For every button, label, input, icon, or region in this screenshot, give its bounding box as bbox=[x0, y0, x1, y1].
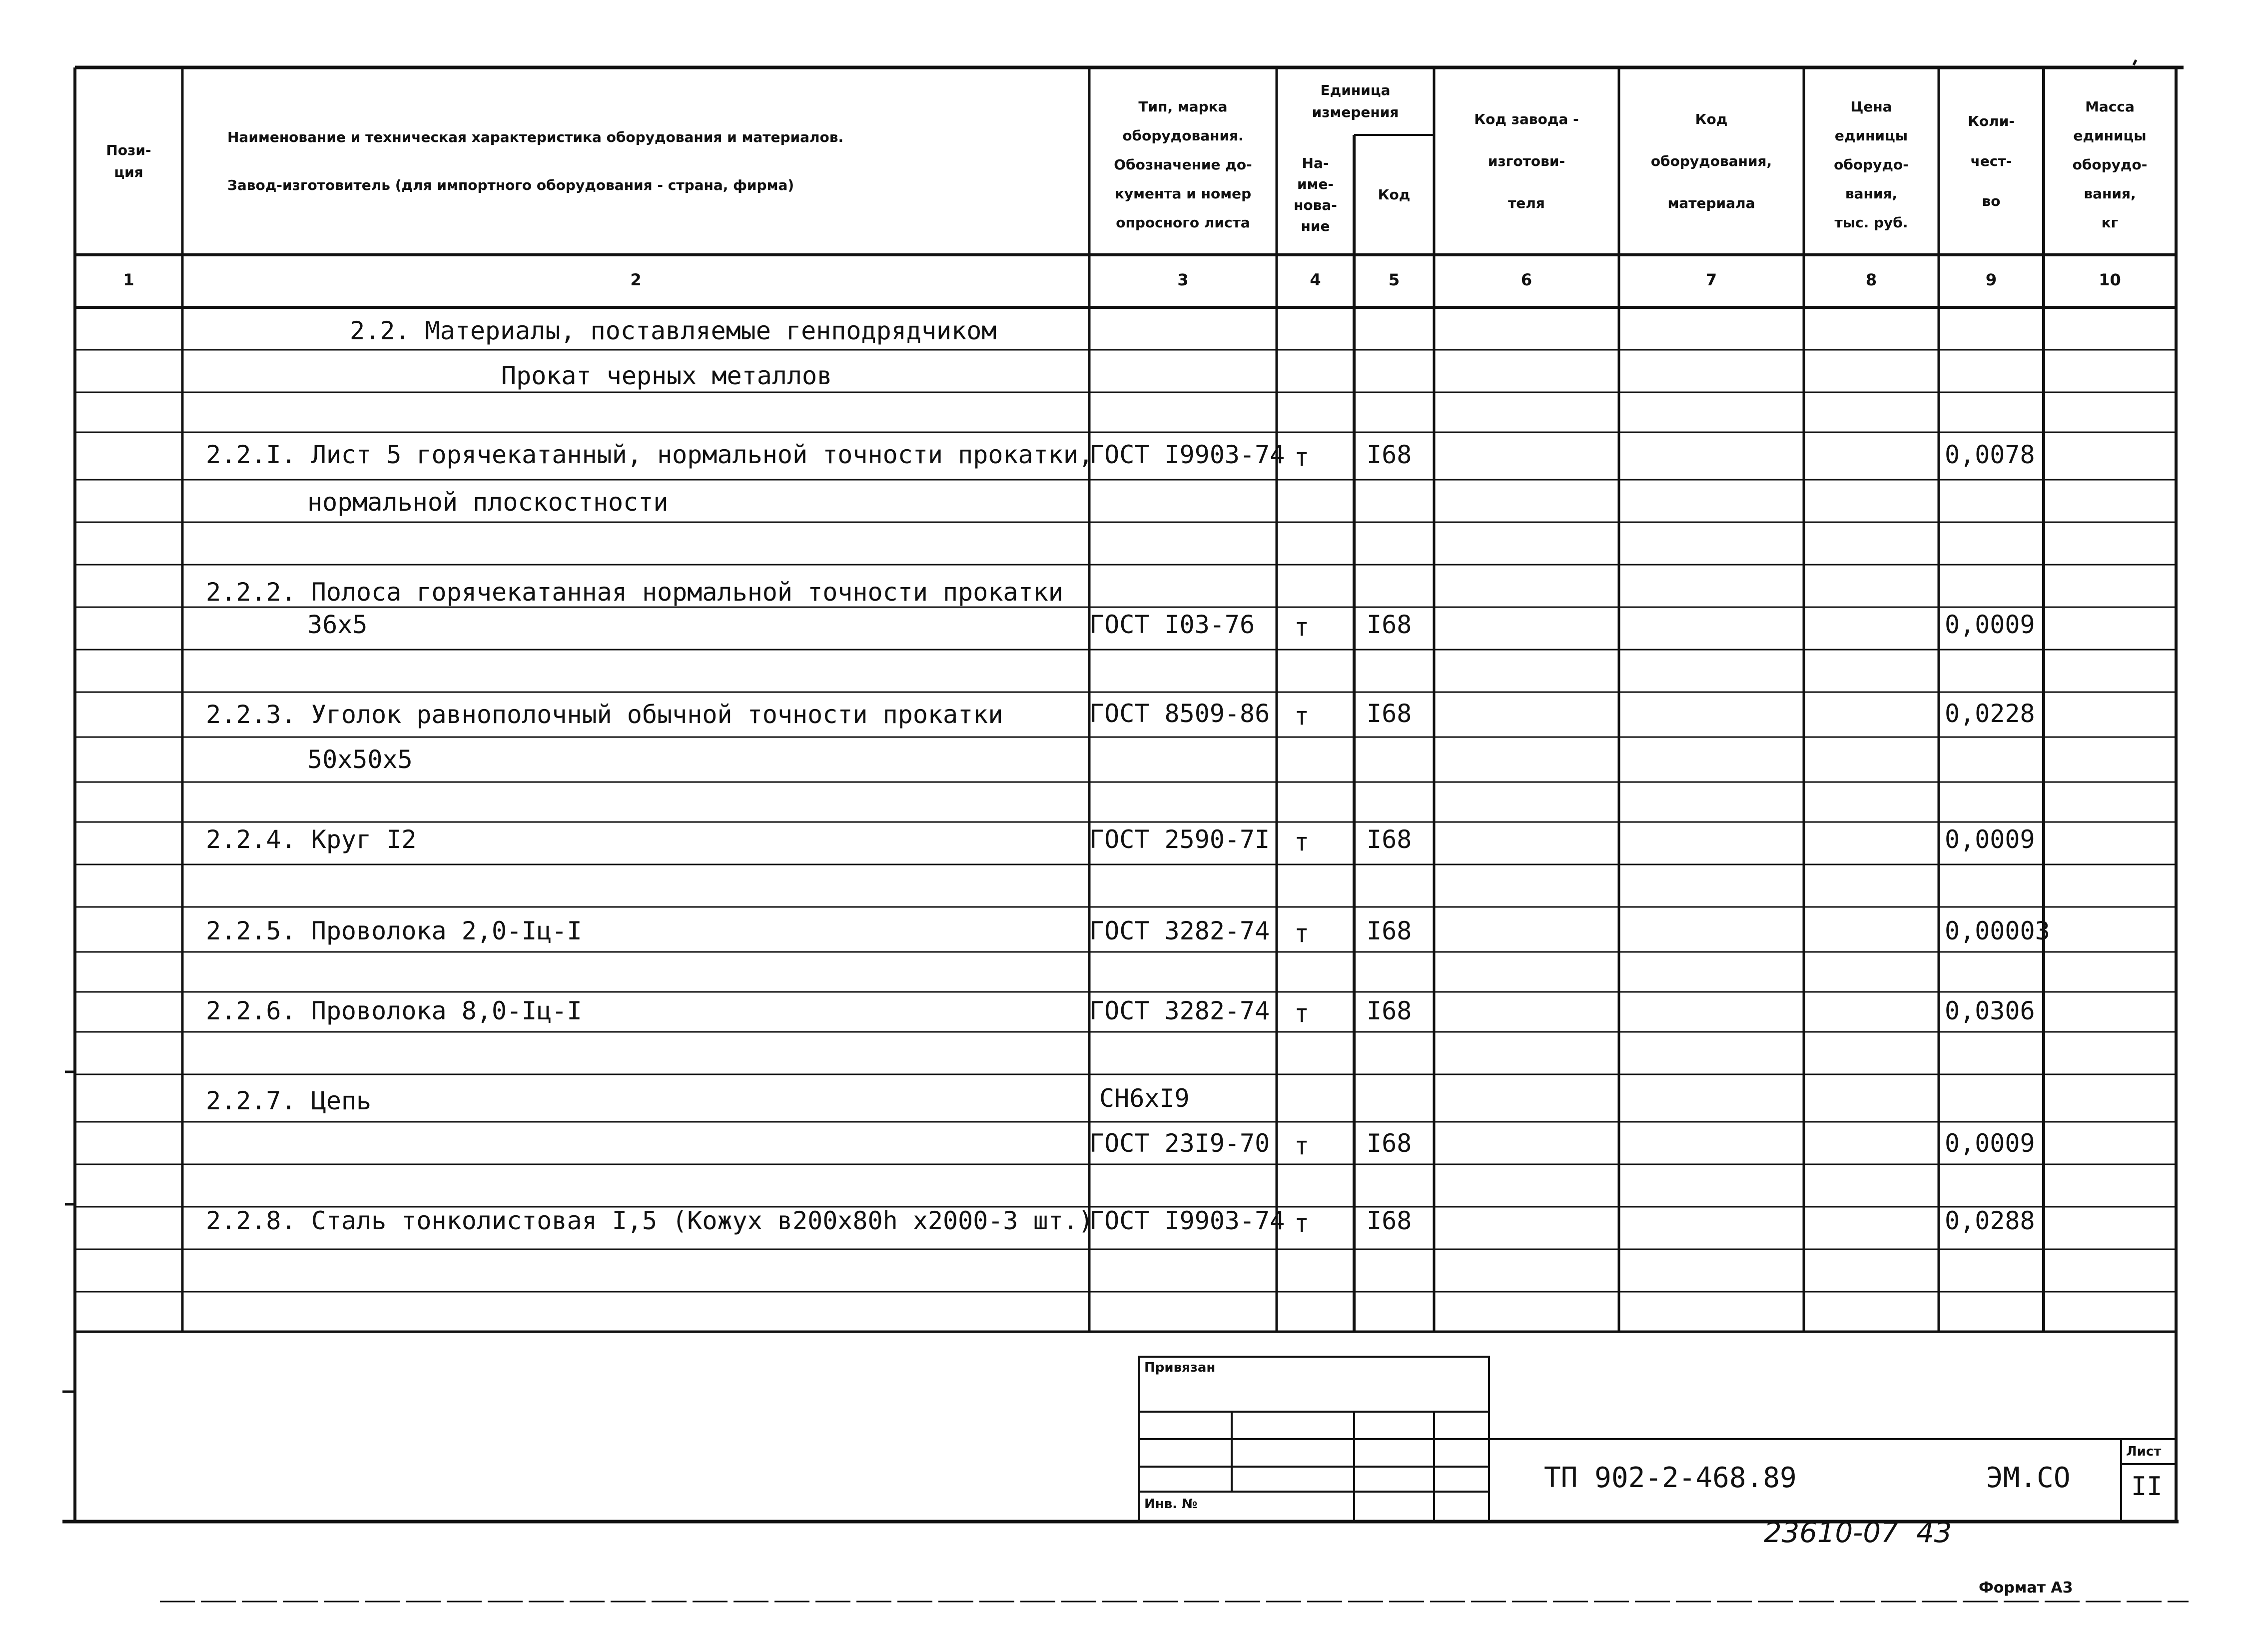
item-unit: т bbox=[1294, 443, 1310, 472]
header-unit-name: На- име- нова- ние bbox=[1294, 155, 1337, 234]
sheet-number: II bbox=[2131, 1472, 2163, 1502]
item-description-cont: 36х5 bbox=[307, 610, 368, 639]
format-label: Формат А3 bbox=[1979, 1579, 2073, 1597]
item-quantity: 0,0009 bbox=[1945, 1129, 2035, 1158]
item-description-cont: нормальной плоскостности bbox=[307, 488, 669, 517]
archive-page: 43 bbox=[1916, 1517, 1952, 1549]
item-description: 2.2.I. Лист 5 горячекатанный, нормальной точности прокатки, bbox=[206, 440, 1094, 469]
item-code: I68 bbox=[1367, 1129, 1412, 1158]
item-gost: ГОСТ 3282-74 bbox=[1089, 916, 1270, 945]
item-gost: ГОСТ I9903-74 bbox=[1089, 440, 1285, 469]
column-number: 1 bbox=[123, 270, 134, 289]
item-description-cont: 50х50х5 bbox=[307, 745, 413, 774]
item-gost: ГОСТ I03-76 bbox=[1089, 610, 1255, 639]
item-gost: ГОСТ 2590-7I bbox=[1089, 825, 1270, 854]
item-description: 2.2.2. Полоса горячекатанная нормальной точности прокатки bbox=[206, 578, 1063, 607]
header-manufacturer-code: Код завода - изготови- теля bbox=[1474, 110, 1579, 211]
item-description: 2.2.6. Проволока 8,0-Iц-I bbox=[206, 996, 582, 1025]
column-number: 2 bbox=[630, 270, 642, 289]
item-quantity: 0,00003 bbox=[1945, 916, 2050, 945]
header-quantity: Коли- чест- во bbox=[1968, 112, 2015, 209]
column-number: 4 bbox=[1310, 270, 1321, 289]
column-number: 6 bbox=[1520, 270, 1532, 289]
item-unit: т bbox=[1294, 999, 1310, 1028]
item-description: 2.2.3. Уголок равнополочный обычной точности прокатки bbox=[206, 700, 1003, 729]
header-unit-mass: Масса единицы оборудо- вания, кг bbox=[2072, 98, 2148, 231]
document-number: ТП 902-2-468.89 bbox=[1544, 1462, 1797, 1494]
item-description: 2.2.7. Цепь bbox=[206, 1086, 372, 1115]
header-unit-code: Код bbox=[1378, 186, 1411, 203]
item-code: I68 bbox=[1367, 825, 1412, 854]
item-unit: т bbox=[1294, 702, 1310, 731]
item-gost: ГОСТ 23I9-70 bbox=[1089, 1129, 1270, 1158]
column-number: 3 bbox=[1177, 270, 1189, 289]
item-code: I68 bbox=[1367, 996, 1412, 1025]
item-code: I68 bbox=[1367, 610, 1412, 639]
item-code: I68 bbox=[1367, 440, 1412, 469]
item-quantity: 0,0078 bbox=[1945, 440, 2035, 469]
item-unit: т bbox=[1294, 613, 1310, 642]
column-number: 9 bbox=[1985, 270, 1997, 289]
item-description: 2.2.8. Сталь тонколистовая I,5 (Кожух в200х80h х2000-3 шт.) bbox=[206, 1206, 1094, 1235]
document-suffix: ЭМ.СО bbox=[1986, 1462, 2071, 1494]
item-quantity: 0,0228 bbox=[1945, 699, 2035, 728]
column-number: 8 bbox=[1865, 270, 1877, 289]
item-gost: ГОСТ I9903-74 bbox=[1089, 1206, 1285, 1235]
item-quantity: 0,0009 bbox=[1945, 825, 2035, 854]
header-type-mark: Тип, марка оборудования. Обозначение до- кумента и номер опросного листа bbox=[1114, 98, 1252, 231]
item-unit: т bbox=[1294, 1131, 1310, 1160]
header-position: Пози- ция bbox=[106, 141, 151, 180]
stamp-inventory-label: Инв. № bbox=[1144, 1497, 1198, 1512]
item-description: 2.2.5. Проволока 2,0-Iц-I bbox=[206, 916, 582, 945]
item-quantity: 0,0306 bbox=[1945, 996, 2035, 1025]
column-number: 10 bbox=[2099, 270, 2121, 289]
item-unit: т bbox=[1294, 919, 1310, 948]
section-title: 2.2. Материалы, поставляемые генподрядчиком bbox=[350, 316, 997, 345]
item-code: I68 bbox=[1367, 1206, 1412, 1235]
stamp-bound-label: Привязан bbox=[1144, 1360, 1216, 1375]
item-code: I68 bbox=[1367, 916, 1412, 945]
item-gost: ГОСТ 8509-86 bbox=[1089, 699, 1270, 728]
column-number: 7 bbox=[1705, 270, 1717, 289]
header-name: Наименование и техническая характеристика оборудования и материалов. Завод-изготовитель (для импортного оборудования - страна, фирма) bbox=[227, 128, 844, 193]
header-unit-group: Единица измерения bbox=[1312, 81, 1399, 120]
item-quantity: 0,0009 bbox=[1945, 610, 2035, 639]
item-code: I68 bbox=[1367, 699, 1412, 728]
item-mark: СН6хI9 bbox=[1099, 1084, 1190, 1113]
item-gost: ГОСТ 3282-74 bbox=[1089, 996, 1270, 1025]
section-subtitle: Прокат черных металлов bbox=[501, 361, 832, 390]
header-price: Цена единицы оборудо- вания, тыс. руб. bbox=[1834, 98, 1909, 231]
item-unit: т bbox=[1294, 827, 1310, 856]
sheet-label: Лист bbox=[2126, 1444, 2162, 1459]
column-number: 5 bbox=[1388, 270, 1400, 289]
archive-number: 23610-07 bbox=[1764, 1517, 1899, 1549]
item-unit: т bbox=[1294, 1209, 1310, 1238]
header-equipment-code: Код оборудования, материала bbox=[1650, 110, 1772, 211]
item-description: 2.2.4. Круг I2 bbox=[206, 825, 417, 854]
item-quantity: 0,0288 bbox=[1945, 1206, 2035, 1235]
